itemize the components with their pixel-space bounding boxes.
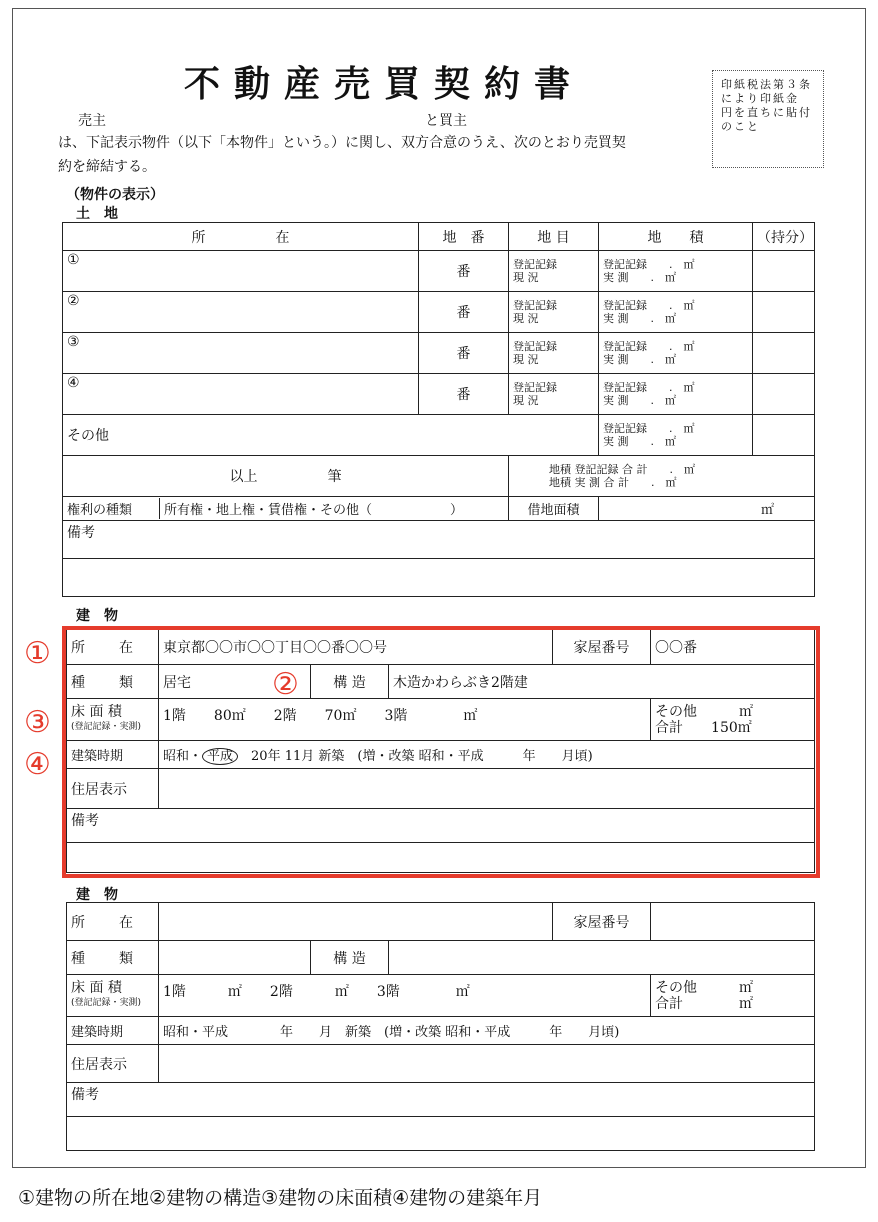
header-lot-number: 地 番 (419, 223, 509, 251)
land-header-row (63, 223, 815, 251)
marker-4: ④ (24, 747, 51, 782)
lot-suffix: 番 (419, 333, 509, 374)
land-total-row (63, 456, 815, 497)
b1-remarks-label: 備考 (67, 809, 815, 843)
b1-floor-values: 1階 80㎡ 2階 70㎡ 3階 ㎡ (159, 699, 651, 741)
land-row-label: ③ (63, 333, 419, 374)
b2-address-value (159, 1045, 815, 1083)
intro-line-2: 約を締結する。 (58, 159, 156, 175)
b1-structure-value: 木造かわらぶき2階建 (389, 665, 815, 699)
building1-heading: 建 物 (76, 608, 118, 624)
b2-location-label: 所 在 (67, 903, 159, 941)
b2-remarks-label: 備考 (67, 1083, 815, 1117)
area-actual: 実 測 . ㎡ (603, 271, 676, 284)
b2-address-row (67, 1045, 815, 1083)
property-heading: （物件の表示） (66, 187, 164, 203)
category-cell (509, 251, 599, 292)
category-cell (509, 292, 599, 333)
land-row-label: ① (63, 251, 419, 292)
area-cell (599, 374, 753, 415)
b1-floor-label: 床 面 積 (71, 703, 122, 720)
land-row (63, 333, 815, 374)
leased-area-unit: ㎡ (599, 497, 815, 521)
b2-built-label: 建築時期 (67, 1017, 159, 1045)
area-cell (599, 251, 753, 292)
header-land-area: 地 積 (599, 223, 753, 251)
land-other-row (63, 415, 815, 456)
land-parcel-count: 以上 筆 (63, 456, 509, 497)
b1-house-number-label: 家屋番号 (553, 629, 651, 665)
category-registry: 登記記録 (513, 299, 557, 312)
b2-floor-other: その他 ㎡ (655, 979, 753, 996)
area-cell (599, 415, 753, 456)
category-registry: 登記記録 (513, 340, 557, 353)
area-registry: 登記記録 . ㎡ (603, 422, 695, 435)
b1-address-label: 住居表示 (67, 769, 159, 809)
buyer-label: と買主 (425, 113, 467, 129)
document-title: 不動産売買契約書 (183, 63, 584, 105)
b2-house-number-value (651, 903, 815, 941)
land-remarks-blank (63, 559, 815, 597)
area-actual: 実 測 . ㎡ (603, 312, 676, 325)
blank-cell (67, 1117, 815, 1151)
b1-location-label: 所 在 (67, 629, 159, 665)
b1-house-number-value: 〇〇番 (651, 629, 815, 665)
b2-structure-label: 構 造 (311, 941, 389, 975)
land-row-label: ② (63, 292, 419, 333)
rights-label: 権利の種類 (63, 498, 160, 519)
b2-built-row (67, 1017, 815, 1045)
b2-remarks-blank (67, 1117, 815, 1151)
land-row (63, 374, 815, 415)
b1-floor-sub: (登記記録・実測) (71, 721, 142, 732)
b1-built-label: 建築時期 (67, 741, 159, 769)
b1-type-label: 種 類 (67, 665, 159, 699)
category-registry: 登記記録 (513, 381, 557, 394)
land-remarks-label: 備考 (63, 521, 815, 559)
seller-label: 売主 (78, 113, 106, 129)
share-cell (753, 251, 815, 292)
land-other-label: その他 (63, 415, 599, 456)
land-row (63, 251, 815, 292)
area-registry: 登記記録 . ㎡ (603, 258, 695, 271)
area-registry: 登記記録 . ㎡ (603, 299, 695, 312)
b2-location-value (159, 903, 553, 941)
category-actual: 現 況 (513, 353, 539, 366)
category-actual: 現 況 (513, 271, 539, 284)
land-row (63, 292, 815, 333)
b2-type-value (159, 941, 311, 975)
b1-structure-label: 構 造 (311, 665, 389, 699)
land-total-area (509, 456, 815, 497)
b1-floor-other: その他 ㎡ (655, 703, 754, 720)
area-registry: 登記記録 . ㎡ (603, 340, 695, 353)
b2-floor-other-cell (651, 975, 815, 1017)
header-share: （持分） (753, 223, 815, 251)
land-remarks-row (63, 521, 815, 559)
land-row-label: ④ (63, 374, 419, 415)
header-land-category: 地 目 (509, 223, 599, 251)
b2-floor-total: 合計 ㎡ (655, 995, 753, 1012)
lot-suffix: 番 (419, 374, 509, 415)
building2-table (66, 902, 815, 1151)
area-registry: 登記記録 . ㎡ (603, 381, 695, 394)
area-actual: 実 測 . ㎡ (603, 435, 676, 448)
b2-built-value: 昭和・平成 年 月 新築 (増・改築 昭和・平成 年 月頃) (159, 1017, 815, 1045)
leased-area-label: 借地面積 (509, 497, 599, 521)
b2-floor-label: 床 面 積 (71, 979, 122, 996)
total-actual-area: 地積 実 測 合 計 . ㎡ (549, 476, 677, 489)
marker-3: ③ (24, 705, 51, 740)
b2-location-row (67, 903, 815, 941)
lot-suffix: 番 (419, 292, 509, 333)
b2-floor-row (67, 975, 815, 1017)
b1-built-value: 20年 11月 新築 (増・改築 昭和・平成 年 月頃) (238, 749, 593, 764)
highlight-box (62, 626, 820, 878)
marker-1: ① (24, 636, 51, 671)
b2-structure-value (389, 941, 815, 975)
b1-floor-total: 合計 150㎡ (655, 719, 752, 736)
b1-location-value: 東京都〇〇市〇〇丁目〇〇番〇〇号 (159, 629, 553, 665)
b2-type-row (67, 941, 815, 975)
rights-value: 所有権・地上権・賃借権・その他（ ） (164, 503, 464, 518)
area-cell (599, 333, 753, 374)
blank-cell (63, 559, 815, 597)
caption: ①建物の所在地②建物の構造③建物の床面積④建物の建築年月 (18, 1187, 543, 1209)
area-cell (599, 292, 753, 333)
b2-floor-label-cell (67, 975, 159, 1017)
rights-cell (63, 497, 509, 521)
land-table (62, 222, 815, 597)
share-cell (753, 333, 815, 374)
b2-remarks-row (67, 1083, 815, 1117)
land-rights-row (63, 497, 815, 521)
lot-suffix: 番 (419, 251, 509, 292)
total-registry-area: 地積 登記記録 合 計 . ㎡ (549, 463, 695, 476)
b1-built-era-circled: 平成 (202, 748, 238, 765)
share-cell (753, 374, 815, 415)
land-heading: 土 地 (76, 206, 118, 222)
share-cell (753, 292, 815, 333)
area-actual: 実 測 . ㎡ (603, 353, 676, 366)
category-cell (509, 374, 599, 415)
b2-floor-sub: (登記記録・実測) (71, 997, 142, 1008)
category-registry: 登記記録 (513, 258, 557, 271)
b1-type-value: 居宅 (159, 665, 311, 699)
b2-floor-values: 1階 ㎡ 2階 ㎡ 3階 ㎡ (159, 975, 651, 1017)
category-actual: 現 況 (513, 312, 539, 325)
header-location: 所 在 (63, 223, 419, 251)
marker-2: ② (272, 667, 299, 702)
revenue-stamp-note: 印紙税法第３条により印紙金 円を直ちに貼付のこと (712, 70, 824, 168)
b2-house-number-label: 家屋番号 (553, 903, 651, 941)
share-cell (753, 415, 815, 456)
b2-address-label: 住居表示 (67, 1045, 159, 1083)
category-actual: 現 況 (513, 394, 539, 407)
b2-type-label: 種 類 (67, 941, 159, 975)
area-actual: 実 測 . ㎡ (603, 394, 676, 407)
building2-heading: 建 物 (76, 887, 118, 903)
intro-line-1: は、下記表示物件（以下「本物件」という。）に関し、双方合意のうえ、次のとおり売買契 (58, 135, 626, 151)
b1-built-era: 昭和・ (163, 749, 203, 764)
category-cell (509, 333, 599, 374)
